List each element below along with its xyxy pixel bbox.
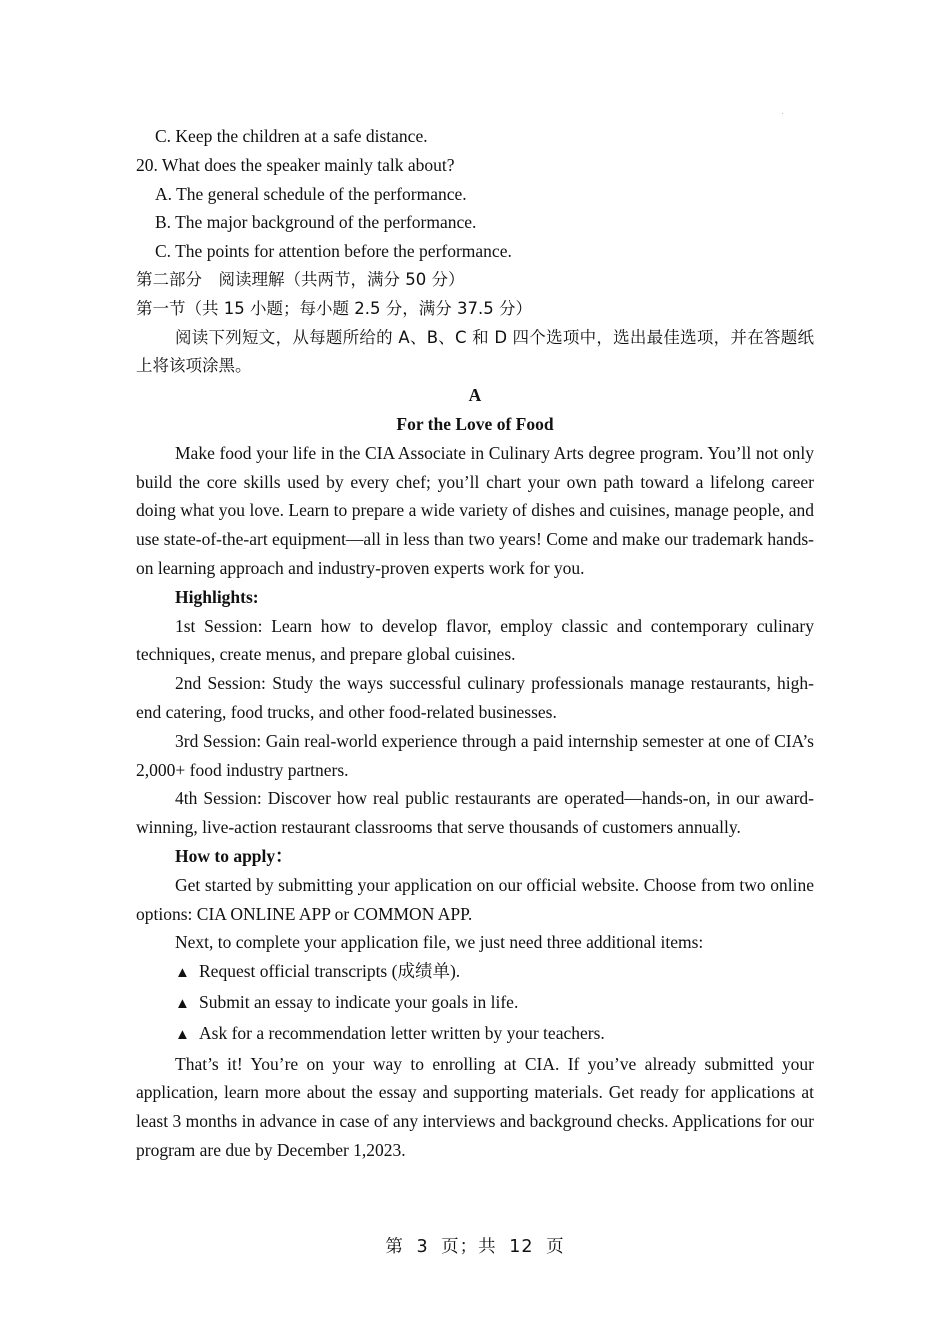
triangle-bullet-icon: ▲ (175, 965, 190, 982)
apply-item-text: Ask for a recommendation letter written by your teachers. (199, 1022, 605, 1043)
apply-item-3 (136, 1019, 814, 1050)
apply-item-text: Submit an essay to indicate your goals in life. (199, 991, 519, 1012)
session-1: 1st Session: Learn how to develop flavor, employ classic and contemporary culinary techniques, create menus, and prepare global cuisines. (136, 615, 814, 665)
how-to-apply-heading: How to apply： (175, 845, 293, 866)
highlights-heading: Highlights: (175, 586, 259, 607)
q20-option-b: B. The major background of the performance. (155, 212, 477, 233)
session-3: 3rd Session: Gain real-world experience through a paid internship semester at one of CIA’s 2,000+ food industry partners. (136, 730, 814, 780)
q19-option-c: C. Keep the children at a safe distance. (155, 126, 428, 146)
section-one-heading: 第一节（共 15 小题；每小题 2.5 分，满分 37.5 分） (136, 298, 532, 318)
part-two-heading: 第二部分 阅读理解（共两节，满分 50 分） (136, 269, 465, 289)
passage-intro: Make food your life in the CIA Associate in Culinary Arts degree program. You’ll not only build the core skills used by every chef; you’ll chart your own path toward a lifelong career doing what you love. Learn to prepare a wide variety of dishes and cuisines, manage people, and use state-of-the-art equipment—all in less than two years! Come and make our trademark hands-on learning approach and industry-proven experts work for you. (136, 442, 814, 578)
exam-page (136, 122, 814, 1165)
total-pages: 12 (509, 1237, 534, 1257)
triangle-bullet-icon: ▲ (175, 1026, 190, 1043)
passage-title: For the Love of Food (396, 413, 554, 434)
apply-paragraph-1: Get started by submitting your application on our official website. Choose from two online options: CIA ONLINE APP or COMMON APP. (136, 874, 814, 924)
footer-mid: 页；共 (441, 1237, 497, 1257)
footer-suffix: 页 (546, 1237, 565, 1257)
passage-label: A (468, 385, 482, 406)
q20-option-a: A. The general schedule of the performance. (155, 183, 467, 204)
page-footer (0, 1233, 950, 1258)
scan-speck (782, 113, 783, 114)
apply-item-2 (136, 988, 814, 1019)
session-2: 2nd Session: Study the ways successful culinary professionals manage restaurants, high-end catering, food trucks, and other food-related businesses. (136, 673, 814, 722)
q20-option-c: C. The points for attention before the performance. (155, 241, 512, 262)
closing-paragraph: That’s it! You’re on your way to enrolling at CIA. If you’ve already submitted your application, learn more about the essay and supporting materials. Get ready for applications at least 3 months in advance in case of any interviews and background checks. Applications for our program are due by December 1,2023. (136, 1053, 814, 1160)
page-number: 3 (416, 1237, 429, 1257)
apply-item-1 (136, 957, 814, 988)
q20-question: 20. What does the speaker mainly talk about? (136, 154, 455, 175)
apply-item-text: Request official transcripts (成绩单). (199, 961, 461, 982)
apply-paragraph-2: Next, to complete your application file, we just need three additional items: (175, 932, 704, 953)
session-4: 4th Session: Discover how real public restaurants are operated—hands-on, in our award-winning, live-action restaurant classrooms that serve thousands of customers annually. (136, 788, 814, 838)
footer-prefix: 第 (385, 1237, 404, 1257)
reading-instructions: 阅读下列短文，从每题所给的 A、B、C 和 D 四个选项中，选出最佳选项，并在答题纸上将该项涂黑。 (136, 327, 814, 376)
triangle-bullet-icon: ▲ (175, 995, 190, 1012)
